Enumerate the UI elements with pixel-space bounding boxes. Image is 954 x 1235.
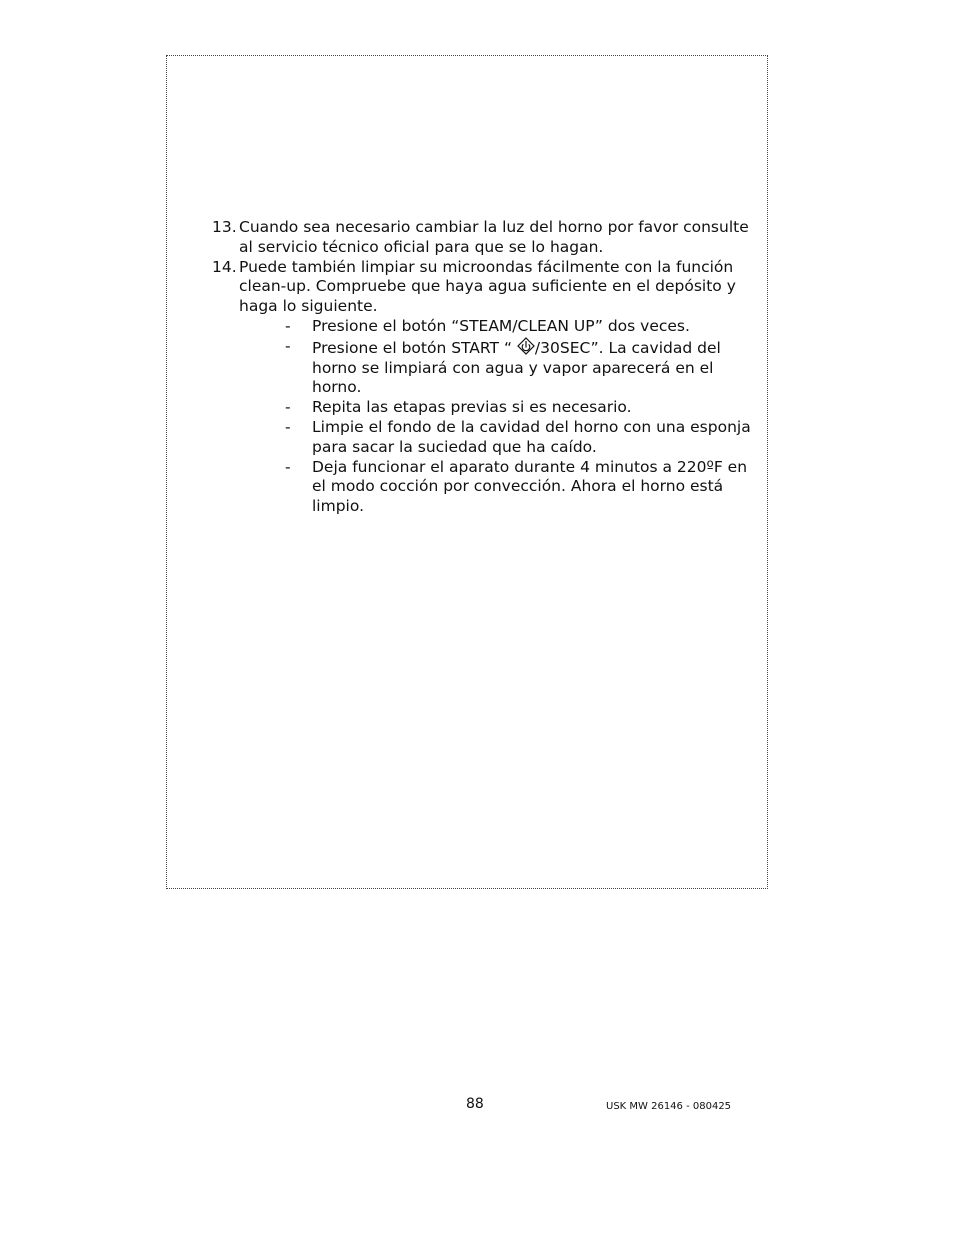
step-text [312, 337, 757, 398]
item-number: 14. [212, 257, 237, 276]
step-text: Repita las etapas previas si es necesario. [312, 398, 632, 417]
page-number: 88 [466, 1096, 484, 1112]
step-text: Limpie el fondo de la cavidad del horno con una esponja para sacar la suciedad que ha caído. [312, 417, 751, 456]
step-item [285, 317, 757, 337]
start-icon [517, 337, 535, 355]
step-dash: - [285, 417, 291, 436]
instructions-content [212, 218, 757, 517]
step-dash: - [285, 457, 291, 476]
document-code: USK MW 26146 - 080425 [606, 1101, 732, 1112]
item-text: Cuando sea necesario cambiar la luz del horno por favor consulte al servicio técnico oficial para que se lo hagan. [239, 218, 749, 256]
step-item [285, 418, 757, 458]
step-text: Deja funcionar el aparato durante 4 minutos a 220ºF en el modo cocción por convección. Ahora el horno está limpio. [312, 457, 748, 516]
step-item [285, 458, 757, 517]
item-text: Puede también limpiar su microondas fácilmente con la función clean-up. Compruebe que haya agua suficiente en el depósito y haga lo siguiente. [239, 257, 736, 316]
step-dash: - [285, 316, 291, 335]
step-item [285, 398, 757, 418]
step-item [285, 337, 757, 398]
cleanup-steps [285, 317, 757, 517]
step-dash: - [285, 336, 291, 355]
step-dash: - [285, 398, 291, 417]
list-item-14 [212, 258, 757, 317]
step-text-before: Presione el botón START “ [312, 338, 517, 357]
step-text-after: /30SEC”. La cavidad del horno se limpiará con agua y vapor aparecerá en el horno. [312, 338, 721, 397]
list-item-13 [212, 218, 757, 258]
step-text: Presione el botón “STEAM/CLEAN UP” dos veces. [312, 316, 690, 335]
item-number: 13. [212, 218, 237, 236]
